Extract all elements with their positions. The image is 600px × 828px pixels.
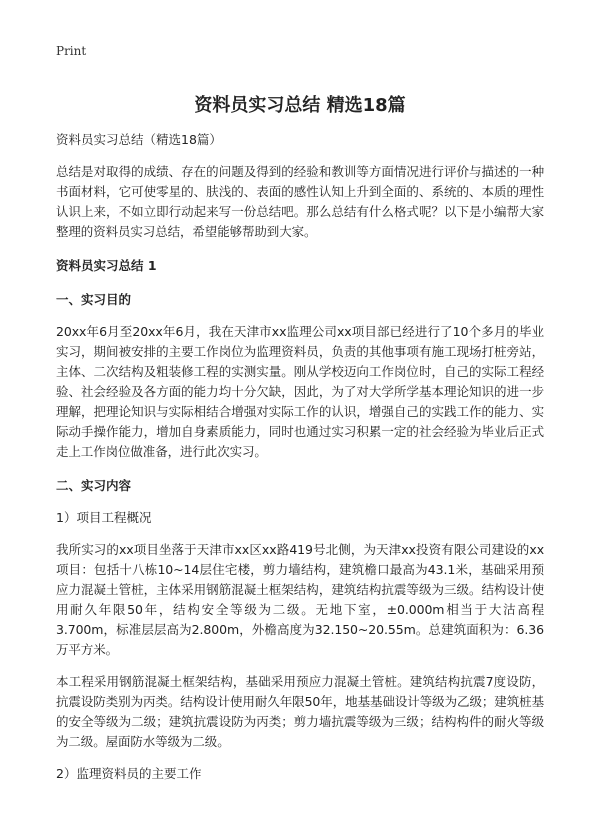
intro-paragraph: 总结是对取得的成绩、存在的问题及得到的经验和教训等方面情况进行评价与描述的一种书面材料，它可使零星的、肤浅的、表面的感性认知上升到全面的、系统的、本质的理性认识上来，不如立即行动起来写一份总结吧。那么总结有什么格式呢？以下是小编帮大家整理的资料员实习总结，希望能够帮助到大家。 [56, 164, 544, 239]
sub1-heading: 1）项目工程概况 [56, 510, 152, 525]
part1-heading: 一、实习目的 [56, 292, 132, 307]
part1-paragraph: 20xx年6月至20xx年6月，我在天津市xx监理公司xx项目部已经进行了10个多月的毕业实习，期间被安排的主要工作岗位为监理资料员，负责的其他事项有施工现场打桩旁站，主体、二次结构及粗装修工程的实测实量。刚从学校迈向工作岗位时，自己的实际工程经验、社会经验及各方面的能力均十分欠缺，因此，为了对大学所学基本理论知识的进一步理解，把理论知识与实际相结合增强对实际工作的认识，增强自己的实践工作的能力、实际动手操作能力，增加自身素质能力，同时也通过实习积累一定的社会经验为毕业后正式走上工作岗位做准备，进行此次实习。 [56, 324, 544, 459]
section-title: 资料员实习总结 1 [56, 258, 157, 273]
sub1-paragraph-1: 我所实习的xx项目坐落于天津市xx区xx路419号北侧，为天津xx投资有限公司建设的xx项目：包括十八栋10~14层住宅楼，剪力墙结构，建筑檐口最高为43.1米，基础采用预应力混凝土管桩，主体采用钢筋混凝土框架结构，建筑结构抗震等级为三级。结构设计使用耐久年限50年，结构安全等级为二级。无地下室，±0.000m相当于大沽高程3.700m，标准层层高为2.800m，外檐高度为32.150~20.55m。总建筑面积为：6.36万平方米。 [56, 542, 544, 657]
document-subtitle: 资料员实习总结（精选18篇） [56, 132, 222, 147]
sub2-heading: 2）监理资料员的主要工作 [56, 766, 202, 781]
sub1-paragraph-2: 本工程采用钢筋混凝土框架结构，基础采用预应力混凝土管桩。建筑结构抗震7度设防，抗震设防类别为丙类。结构设计使用耐久年限50年，地基基础设计等级为乙级；建筑桩基的安全等级为二级；建筑抗震设防为丙类；剪力墙抗震等级为三级；结构构件的耐火等级为二级。屋面防水等级为二级。 [56, 674, 544, 749]
print-link[interactable]: Print [56, 44, 87, 58]
document-title: 资料员实习总结 精选18篇 [194, 95, 406, 116]
part2-heading: 二、实习内容 [56, 478, 132, 493]
